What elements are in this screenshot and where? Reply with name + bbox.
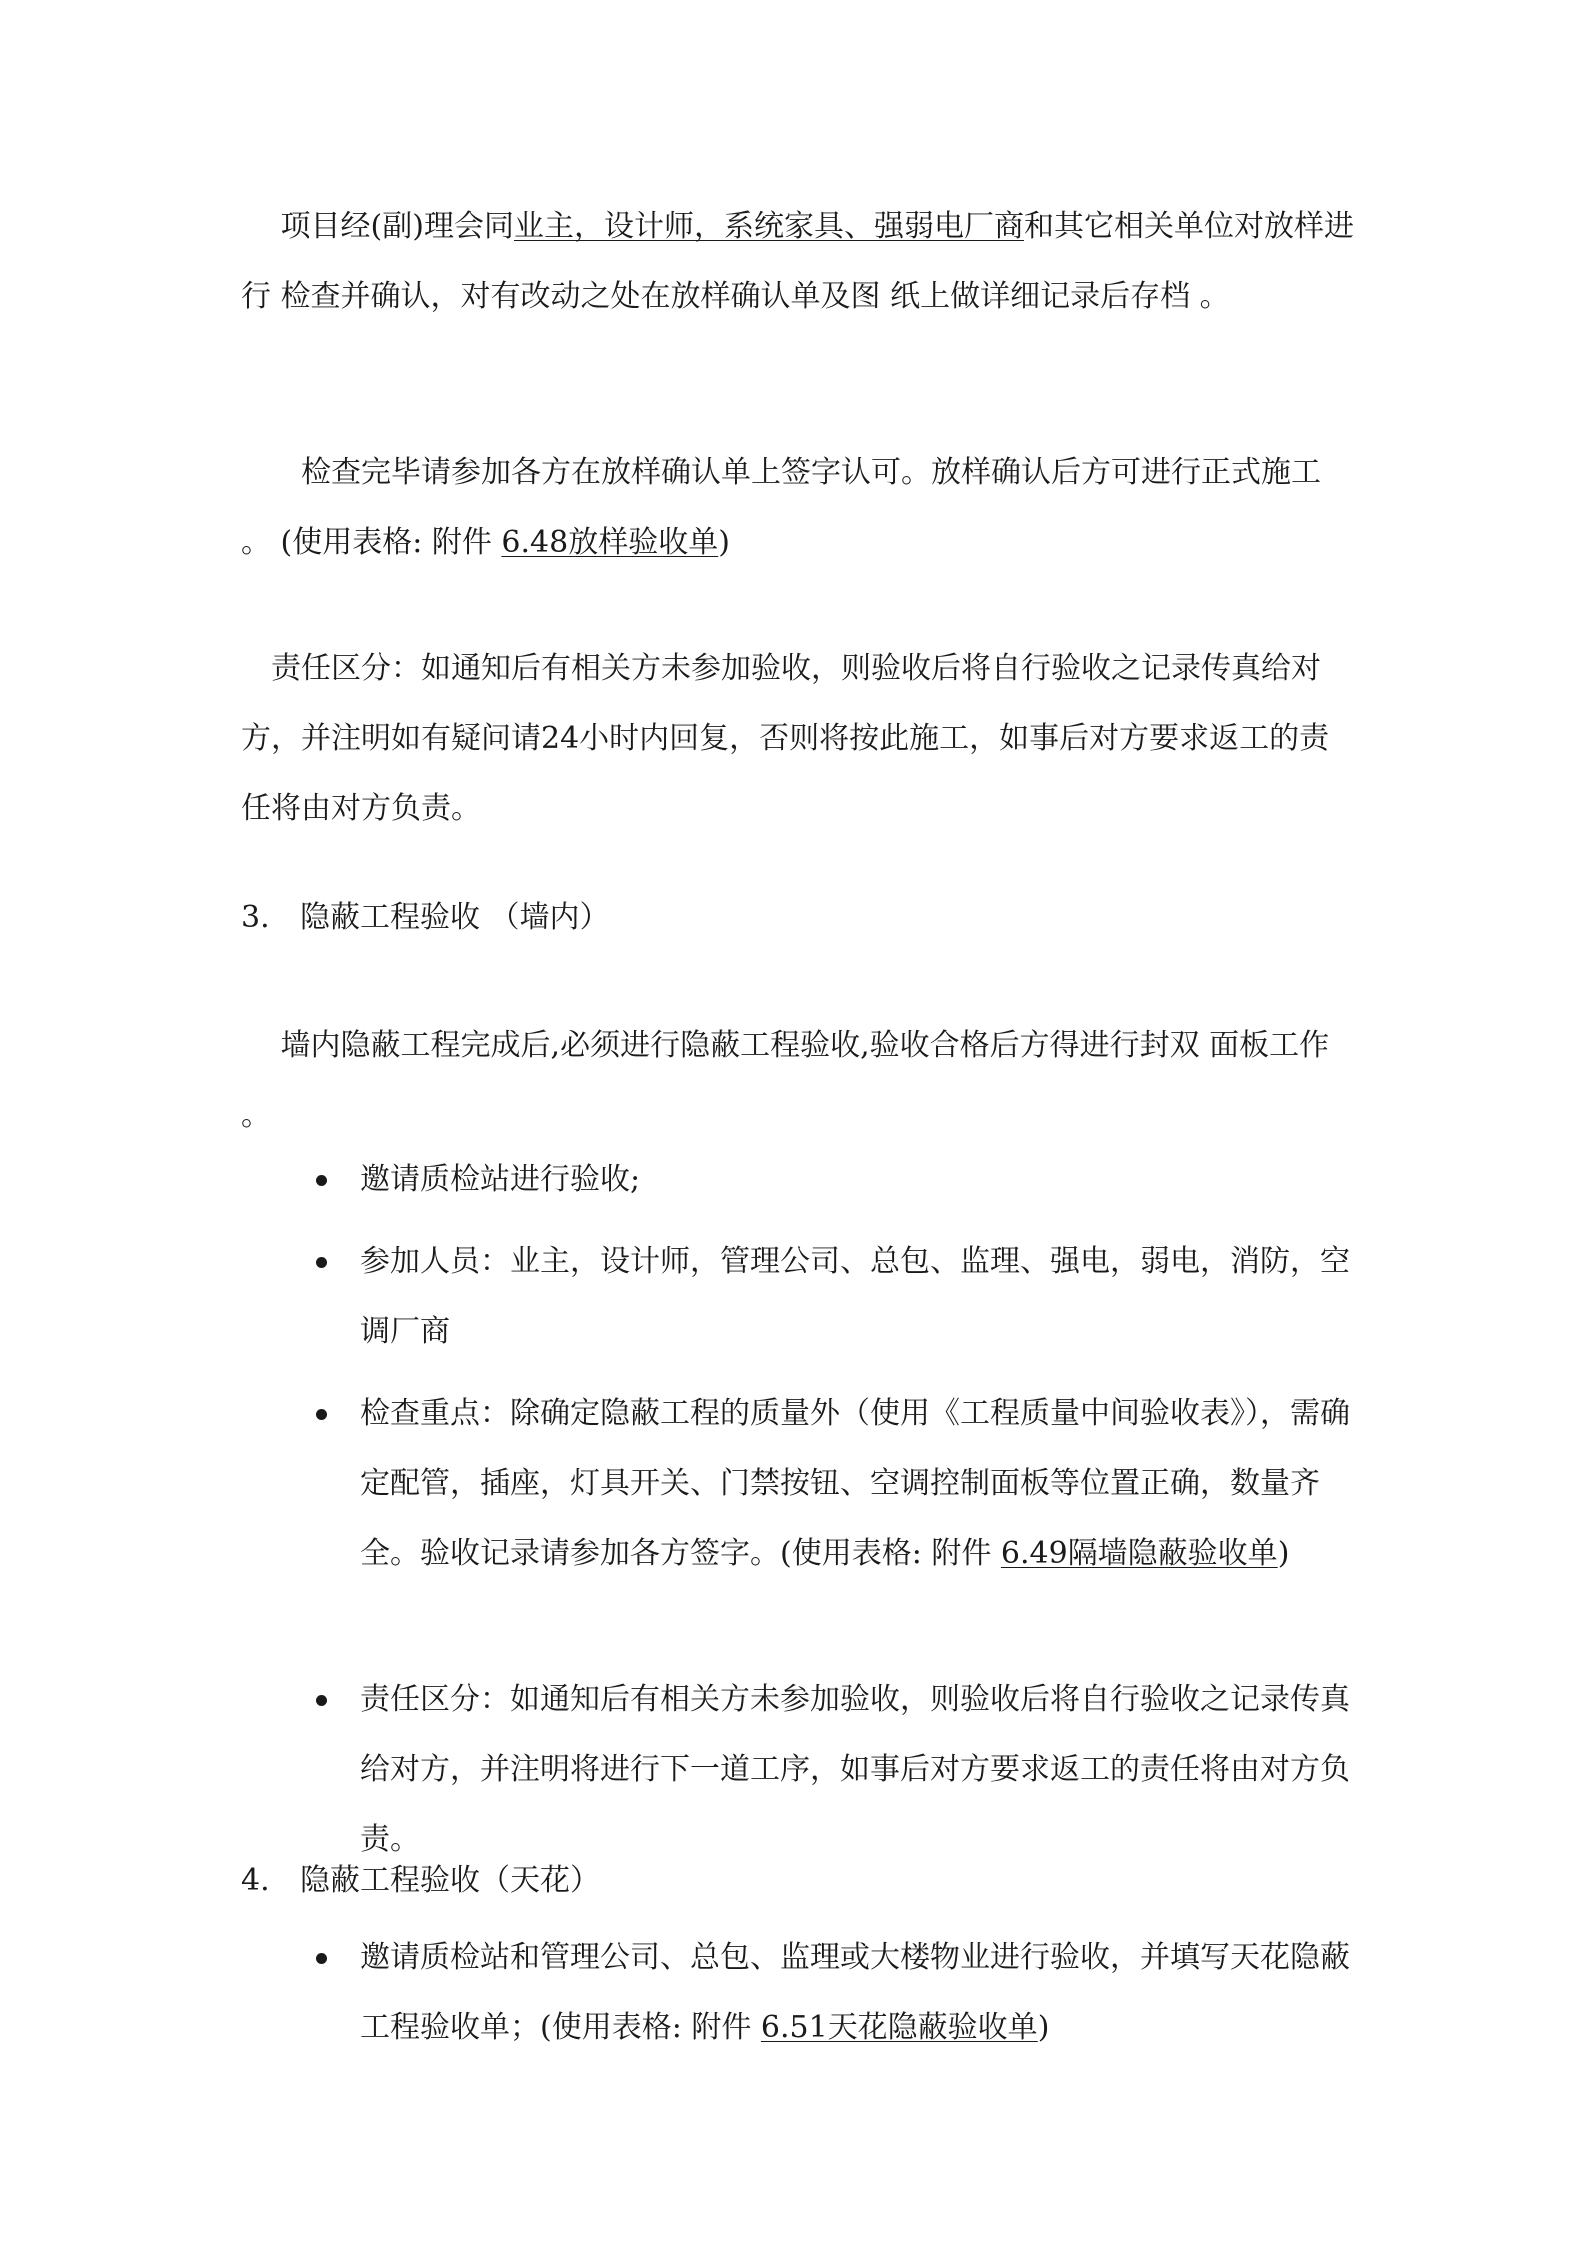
section-title: 隐蔽工程验收（天花） [300,1863,600,1898]
list-item [360,1665,1356,1875]
list-item-text: 邀请质检站进行验收; [360,1162,641,1197]
section-number: 3. [241,900,270,935]
paragraph-signoff [241,438,1355,578]
paragraph-layout-review [241,192,1355,332]
underlined-parties: 业主，设计师，系统家具、强弱电厂商 [513,209,1024,244]
form-reference-link[interactable]: 6.51天花隐蔽验收单 [760,2010,1038,2045]
indent [241,455,301,490]
paragraph-text: 检查完毕请参加各方在放样确认单上签字认可。放样确认后方可进行正式施工 。 (使用表格: 附件 [241,455,1321,560]
list-item-text: ) [1037,2010,1050,2045]
paragraph-wall-concealed [241,1011,1355,1151]
paragraph-text: 项目经(副)理会同 [280,209,514,244]
list-item [360,1145,1356,1215]
bullet-icon [316,1257,327,1268]
list-item [360,1379,1356,1589]
paragraph-text: 墙内隐蔽工程完成后,必须进行隐蔽工程验收,验收合格后方得进行封双 面板工作 。 [241,1028,1330,1133]
bullet-icon [316,1409,327,1420]
form-reference-link[interactable]: 6.48放样验收单 [501,525,719,560]
indent [241,209,281,244]
section-heading-4 [241,1851,600,1911]
paragraph-text: ) [718,525,730,560]
section-title: 隐蔽工程验收 （墙内） [300,900,610,935]
paragraph-text: 和其它相关单位对放样进行 检查并确认，对有改动之处在放样确认单及图 纸上做详细记录后存档 。 [241,209,1354,314]
list-item-text: 检查重点：除确定隐蔽工程的质量外（使用《工程质量中间验收表》），需确定配管，插座，灯具开关、门禁按钮、空调控制面板等位置正确，数量齐全。验收记录请参加各方签字。(使用表格: 附件 [360,1396,1350,1571]
indent [241,1028,281,1063]
list-item [360,1923,1356,2063]
form-reference-link[interactable]: 6.49隔墙隐蔽验收单 [1000,1536,1278,1571]
paragraph-responsibility [241,634,1355,844]
list-item-text: 责任区分：如通知后有相关方未参加验收，则验收后将自行验收之记录传真给对方，并注明将进行下一道工序，如事后对方要求返工的责任将由对方负责。 [360,1682,1350,1857]
list-item-text: 邀请质检站和管理公司、总包、监理或大楼物业进行验收，并填写天花隐蔽工程验收单；(使用表格: 附件 [360,1940,1350,2045]
paragraph-text: 责任区分：如通知后有相关方未参加验收，则验收后将自行验收之记录传真给对方，并注明如有疑问请24小时内回复，否则将按此施工，如事后对方要求返工的责任将由对方负责。 [241,651,1330,826]
bullet-icon [316,1953,327,1964]
section-heading-3 [241,888,610,948]
list-item-text: 参加人员：业主，设计师，管理公司、总包、监理、强电，弱电，消防，空调厂商 [360,1244,1350,1349]
section-number: 4. [241,1863,270,1898]
list-item [360,1227,1356,1367]
bullet-icon [316,1695,327,1706]
bullet-icon [316,1175,327,1186]
indent [241,651,271,686]
list-item-text: ) [1277,1536,1290,1571]
